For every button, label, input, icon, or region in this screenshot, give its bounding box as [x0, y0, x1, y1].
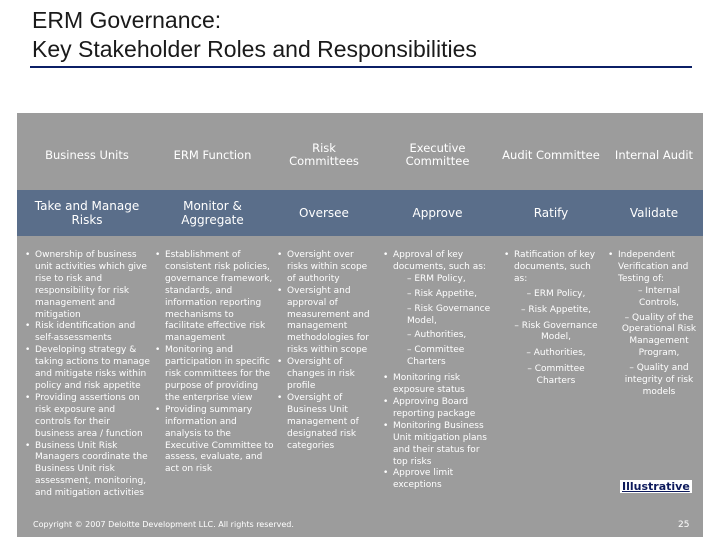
sub-item: – ERM Policy,	[526, 288, 586, 299]
slide-title	[32, 6, 692, 64]
header-erm-function: ERM Function	[173, 147, 252, 162]
list-item	[503, 250, 601, 286]
audit-intro: Ratification of key documents, such as:	[514, 250, 596, 284]
sub-item: – ERM Policy,	[407, 273, 466, 284]
header-executive-committee: Executive Committee	[405, 141, 470, 168]
sub-item: – Authorities,	[407, 330, 467, 341]
role-take-and-manage-risks: Take and Manage Risks	[34, 199, 140, 227]
list-item: • Providing summary information and analysis to the Executive Committee to assess, evaluate, and act on risk	[154, 405, 274, 476]
list-item: • Oversight of Business Unit management of designated risk categories	[276, 393, 374, 453]
list-item: • Establishment of consistent risk policies, governance framework, standards, and information reporting mechanisms to facilitate effective risk management	[154, 250, 274, 345]
sub-item: – Committee Charters	[407, 345, 465, 368]
role-monitor-aggregate: Monitor & Aggregate	[181, 199, 244, 227]
header-risk-committees: Risk Committees	[289, 141, 359, 168]
list-item: • Oversight and approval of measurement and management methodologies for risks within scope	[276, 286, 374, 357]
erm-function-responsibilities	[154, 250, 274, 476]
list-item: • Monitoring risk exposure status	[382, 373, 494, 397]
internal-audit-responsibilities	[607, 250, 699, 399]
header-internal-audit: Internal Audit	[614, 147, 694, 162]
list-item	[382, 250, 494, 369]
list-item: • Business Unit Risk Managers coordinate the Business Unit risk assessment, monitoring, and mitigation activities	[24, 441, 150, 501]
page-number: 25	[678, 520, 690, 530]
sub-item: – Committee Charters	[527, 364, 585, 387]
list-item: • Providing assertions on risk exposure and controls for their business area / function	[24, 393, 150, 441]
role-approve: Approve	[412, 206, 463, 220]
header-business-units: Business Units	[45, 147, 129, 162]
business-units-responsibilities	[24, 250, 150, 500]
sub-item: – Risk Appetite,	[521, 304, 591, 315]
sub-item: – Quality of the Operational Risk Management Program,	[621, 312, 697, 359]
list-item: • Approving Board reporting package	[382, 397, 494, 421]
header-audit-committee: Audit Committee	[502, 147, 600, 162]
title-line-2: Key Stakeholder Roles and Responsibilities	[32, 36, 477, 62]
title-underline	[30, 66, 692, 68]
list-item: • Oversight over risks within scope of authority	[276, 250, 374, 286]
sub-item: – Risk Governance Model,	[514, 320, 598, 343]
list-item: • Monitoring and participation in specific risk committees for the purpose of providing the enterprise view	[154, 345, 274, 405]
list-item	[607, 250, 699, 286]
list-item: • Ownership of business unit activities which give rise to risk and responsibility for risk management and mitigation	[24, 250, 150, 321]
title-line-1: ERM Governance:	[32, 7, 222, 33]
role-oversee: Oversee	[299, 206, 349, 220]
role-validate: Validate	[629, 206, 679, 220]
sub-item: – Authorities,	[526, 348, 586, 359]
executive-intro: Approval of key documents, such as:	[393, 250, 486, 272]
risk-committees-responsibilities	[276, 250, 374, 452]
list-item: • Risk identification and self-assessments	[24, 321, 150, 345]
sub-item: – Internal Controls,	[637, 285, 681, 308]
illustrative-label: Illustrative	[622, 480, 690, 493]
role-ratify: Ratify	[533, 206, 569, 220]
audit-committee-responsibilities	[503, 250, 601, 388]
copyright-notice: Copyright © 2007 Deloitte Development LLC. All rights reserved.	[33, 520, 294, 529]
executive-committee-responsibilities	[382, 250, 494, 492]
internal-audit-intro: Independent Verification and Testing of:	[618, 250, 689, 284]
sub-item: – Quality and integrity of risk models	[624, 363, 694, 397]
list-item: • Approve limit exceptions	[382, 468, 494, 492]
sub-item: – Risk Appetite,	[407, 288, 477, 299]
list-item: • Oversight of changes in risk profile	[276, 357, 374, 393]
list-item: • Developing strategy & taking actions to manage and mitigate risks within policy and risk appetite	[24, 345, 150, 393]
sub-item: – Risk Governance Model,	[407, 303, 491, 326]
list-item: • Monitoring Business Unit mitigation plans and their status for top risks	[382, 421, 494, 469]
